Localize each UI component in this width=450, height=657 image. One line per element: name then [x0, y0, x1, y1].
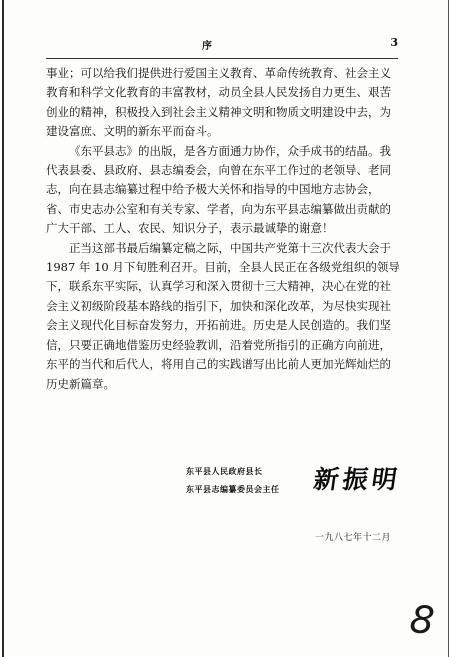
paragraph-continuation: 事业；可以给我们提供进行爱国主义教育、革命传统教育、社会主义教育和科学文化教育的丰富教材，动员全县人民发扬自力更生、艰苦创业的精神，积极投入到社会主义精神文明和物质文明建设中去，为建设富庶、文明的新东平而奋斗。 [46, 66, 391, 139]
signatory-title-2: 东平县志编纂委员会主任 [186, 484, 280, 494]
handwritten-page-mark: 8 [407, 596, 437, 644]
handwritten-signature: 新振明 [311, 465, 403, 494]
signatory-titles [186, 462, 280, 498]
signature-block [186, 462, 406, 522]
body-text [46, 64, 400, 394]
scan-edge-left [2, 0, 4, 657]
paragraph-acknowledgement: 《东平县志》的出版，是各方面通力协作，众手成书的结晶。我代表县委、县政府、县志编委会，向曾在东平工作过的老领导、老同志，向在县志编纂过程中给予极大关怀和指导的中国地方志协会，省、市史志办公室和有关专家、学者，向为东平县志编纂做出贡献的广大干部、工人、农民、知识分子，表示最诚挚的谢意！ [46, 143, 391, 236]
header-title: 序 [202, 41, 214, 52]
document-date: 一九八七年十二月 [315, 533, 392, 543]
page-header [46, 37, 398, 53]
paragraph-conclusion: 正当这部书最后编纂定稿之际，中国共产党第十三次代表大会于 1987 年 10 月下旬胜利召开。目前，全县人民正在各级党组织的领导下，联系东平实际，认真学习和深入贯彻十三大精神，决心在党的社会主义初级阶段基本路线的指引下，加快和深化改革，为尽快实现社会主义现代化目标奋发努力，开拓前进。历史是人民创造的。我们坚信，只要正确地借鉴历史经验教训，沿着党所指引的正确方向前进，东平的当代和后代人，将用自己的实践谱写出比前人更加光辉灿烂的历史新篇章。 [46, 240, 400, 391]
scan-edge-right [448, 0, 449, 657]
header-divider [46, 58, 398, 59]
signatory-title-1: 东平县人民政府县长 [186, 466, 263, 476]
header-page-number: 3 [390, 36, 398, 49]
